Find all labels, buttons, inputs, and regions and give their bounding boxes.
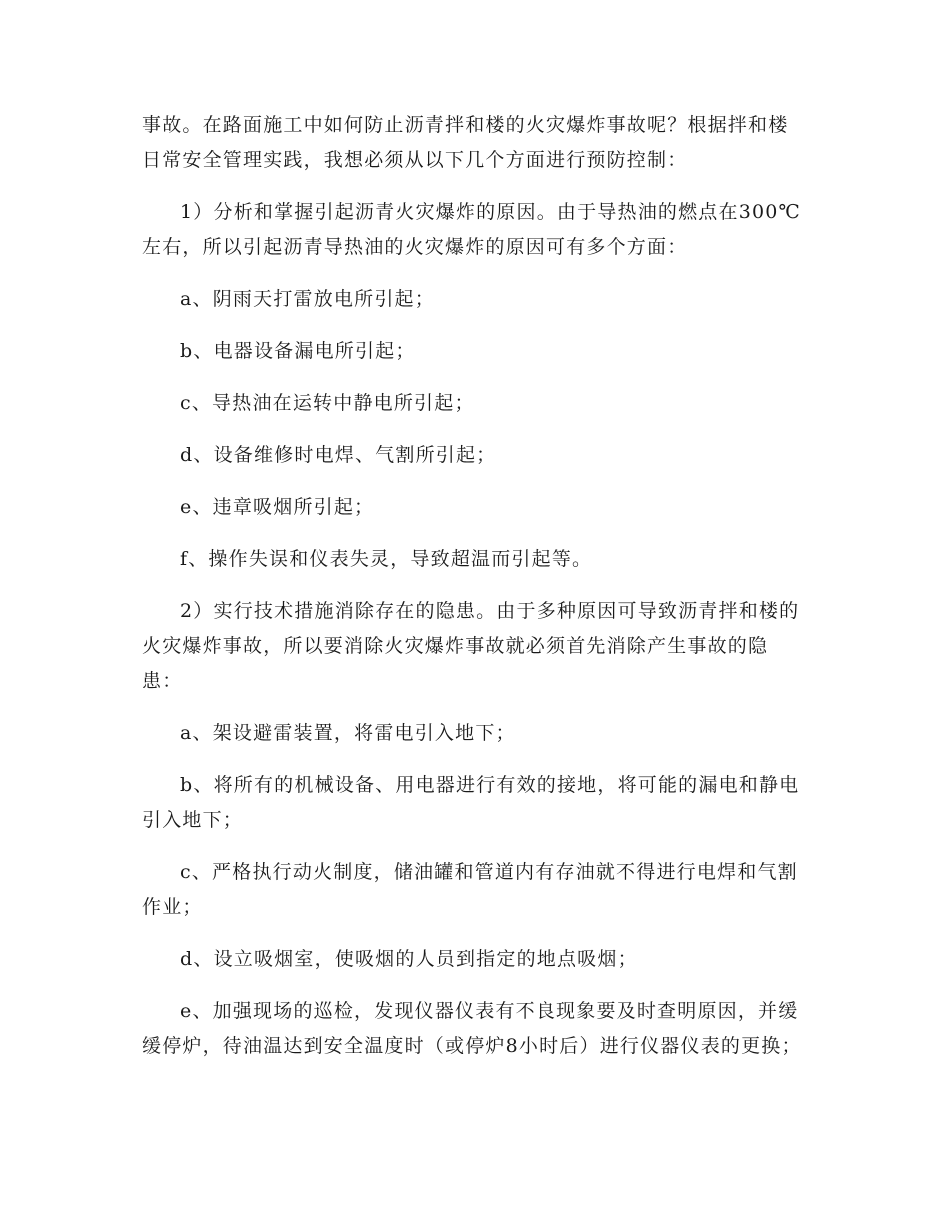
- list-item-measure-b: b、将所有的机械设备、用电器进行有效的接地，将可能的漏电和静电引入地下；: [142, 774, 800, 831]
- list-item-cause-b: b、电器设备漏电所引起；: [180, 340, 416, 362]
- list-item-cause-e: e、违章吸烟所引起；: [180, 496, 375, 518]
- list-item-cause-f: f、操作失误和仪表失灵，导致超温而引起等。: [180, 548, 593, 570]
- paragraph-section-1-heading: 1）分析和掌握引起沥青火灾爆炸的原因。由于导热油的燃点在300℃左右，所以引起沥青导热油的火灾爆炸的原因可有多个方面：: [142, 201, 802, 258]
- list-item-cause-c: c、导热油在运转中静电所引起；: [180, 392, 475, 414]
- list-item-cause-a: a、阴雨天打雷放电所引起；: [180, 288, 435, 310]
- list-item-measure-e: e、加强现场的巡检，发现仪器仪表有不良现象要及时查明原因，并缓缓停炉，待油温达到安全温度时（或停炉8小时后）进行仪器仪表的更换；: [142, 1000, 802, 1057]
- list-item-cause-d: d、设备维修时电焊、气割所引起；: [180, 444, 497, 466]
- paragraph-section-2-heading: 2）实行技术措施消除存在的隐患。由于多种原因可导致沥青拌和楼的火灾爆炸事故，所以要消除火灾爆炸事故就必须首先消除产生事故的隐患：: [142, 600, 800, 692]
- list-item-measure-a: a、架设避雷装置，将雷电引入地下；: [180, 722, 516, 744]
- paragraph-intro-continuation: 事故。在路面施工中如何防止沥青拌和楼的火灾爆炸事故呢？根据拌和楼日常安全管理实践，我想必须从以下几个方面进行预防控制：: [142, 114, 789, 171]
- list-item-measure-d: d、设立吸烟室，使吸烟的人员到指定的地点吸烟；: [180, 948, 638, 970]
- list-item-measure-c: c、严格执行动火制度，储油罐和管道内有存油就不得进行电焊和气割作业；: [142, 861, 798, 918]
- document-body: [142, 108, 807, 1081]
